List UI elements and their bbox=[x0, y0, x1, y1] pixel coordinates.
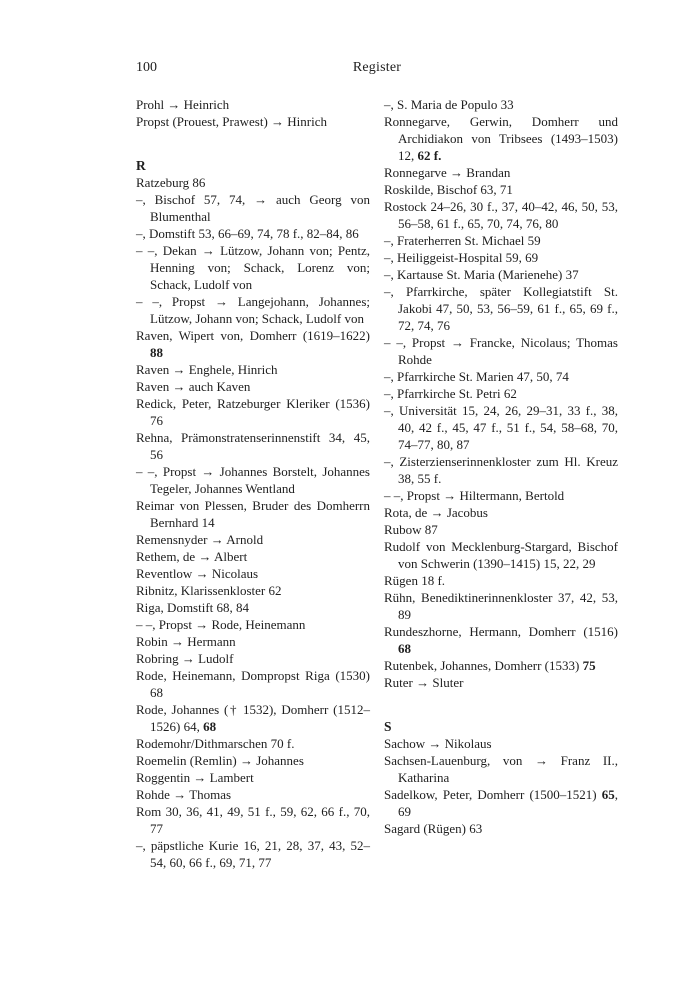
index-entry bbox=[136, 616, 370, 633]
entry-text: –, Bischof 57, 74, → auch Georg von Blumenthal bbox=[136, 192, 370, 224]
index-column-left bbox=[136, 96, 370, 871]
entry-text: Sachsen-Lauenburg, von → Franz II., Katharina bbox=[384, 753, 618, 785]
index-entry bbox=[136, 667, 370, 701]
entry-text: Remensnyder → Arnold bbox=[136, 532, 264, 547]
entry-text: –, Pfarrkirche, später Kollegiatstift St. Jakobi 47, 50, 53, 56–59, 61 f., 65, 69 f., 72, 74, 76 bbox=[384, 284, 618, 333]
entry-text: –, Kartause St. Maria (Marienehe) 37 bbox=[384, 267, 579, 282]
entry-text: –, Domstift 53, 66–69, 74, 78 f., 82–84, 86 bbox=[136, 226, 359, 241]
index-entry bbox=[136, 837, 370, 871]
index-entry bbox=[384, 249, 618, 266]
entry-text: Redick, Peter, Ratzeburger Kleriker (1536) 76 bbox=[136, 396, 370, 428]
index-entry bbox=[136, 361, 370, 378]
index-entry bbox=[136, 633, 370, 650]
entry-text: Riga, Domstift 68, 84 bbox=[136, 600, 250, 615]
index-entry bbox=[136, 174, 370, 191]
page-header bbox=[136, 60, 618, 80]
index-entry bbox=[384, 198, 618, 232]
index-entry bbox=[136, 395, 370, 429]
index-entry bbox=[384, 623, 618, 657]
index-entry bbox=[136, 242, 370, 293]
index-entry bbox=[136, 113, 370, 130]
entry-bold-page: 62 f. bbox=[417, 148, 442, 163]
entry-text: Rohde → Thomas bbox=[136, 787, 232, 802]
index-entry bbox=[136, 96, 370, 113]
entry-text: Roskilde, Bischof 63, 71 bbox=[384, 182, 513, 197]
index-entry bbox=[136, 803, 370, 837]
index-entry bbox=[136, 225, 370, 242]
entry-text: S bbox=[384, 719, 392, 734]
index-entry bbox=[136, 378, 370, 395]
index-entry bbox=[384, 181, 618, 198]
index-entry bbox=[136, 650, 370, 667]
entry-text: Ribnitz, Klarissenkloster 62 bbox=[136, 583, 282, 598]
entry-text: –, Fraterherren St. Michael 59 bbox=[384, 233, 541, 248]
index-entry bbox=[384, 735, 618, 752]
entry-text: Sagard (Rügen) 63 bbox=[384, 821, 483, 836]
index-entry bbox=[136, 548, 370, 565]
entry-text: –, päpstliche Kurie 16, 21, 28, 37, 43, 52–54, 60, 66 f., 69, 71, 77 bbox=[136, 838, 370, 870]
entry-text: Rudolf von Mecklenburg-Stargard, Bischof von Schwerin (1390–1415) 15, 22, 29 bbox=[384, 539, 618, 571]
entry-bold-page: 88 bbox=[150, 345, 163, 360]
entry-bold-page: 65 bbox=[601, 787, 615, 802]
entry-text: Roggentin → Lambert bbox=[136, 770, 254, 785]
index-entry bbox=[384, 820, 618, 837]
entry-text: Ratzeburg 86 bbox=[136, 175, 206, 190]
page-number: 100 bbox=[136, 60, 157, 75]
entry-text: Rundeszhorne, Hermann, Domherr (1516) bbox=[384, 624, 618, 639]
index-entry bbox=[136, 293, 370, 327]
index-entry bbox=[384, 334, 618, 368]
entry-text: – –, Propst → Francke, Nicolaus; Thomas Rohde bbox=[384, 335, 618, 367]
entry-text: Sadelkow, Peter, Domherr (1500–1521) bbox=[384, 787, 602, 802]
entry-text: Reimar von Plessen, Bruder des Domherrn Bernhard 14 bbox=[136, 498, 370, 530]
index-entry bbox=[384, 402, 618, 453]
entry-text: Robring → Ludolf bbox=[136, 651, 234, 666]
index-entry bbox=[136, 752, 370, 769]
index-entry bbox=[384, 504, 618, 521]
index-entry bbox=[136, 191, 370, 225]
entry-text: Rota, de → Jacobus bbox=[384, 505, 488, 520]
index-entry bbox=[384, 283, 618, 334]
index-entry bbox=[384, 521, 618, 538]
index-entry bbox=[136, 463, 370, 497]
index-entry bbox=[136, 701, 370, 735]
index-entry bbox=[136, 735, 370, 752]
index-entry bbox=[384, 752, 618, 786]
entry-text: – –, Dekan → Lützow, Johann von; Pentz, Henning von; Schack, Lorenz von; Schack, Ludolf von bbox=[136, 243, 370, 292]
index-entry bbox=[384, 786, 618, 820]
section-letter bbox=[136, 157, 370, 174]
index-entry bbox=[384, 453, 618, 487]
entry-text: –, Pfarrkirche St. Marien 47, 50, 74 bbox=[384, 369, 569, 384]
entry-text: Rubow 87 bbox=[384, 522, 438, 537]
entry-bold-page: 75 bbox=[582, 658, 596, 673]
entry-text: R bbox=[136, 158, 146, 173]
entry-text: Roemelin (Remlin) → Johannes bbox=[136, 753, 304, 768]
index-entry bbox=[384, 487, 618, 504]
index-entry bbox=[136, 565, 370, 582]
entry-text: Rom 30, 36, 41, 49, 51 f., 59, 62, 66 f., 70, 77 bbox=[136, 804, 370, 836]
entry-text: – –, Propst → Johannes Borstelt, Johannes Tegeler, Johannes Wentland bbox=[136, 464, 370, 496]
index-entry bbox=[384, 96, 618, 113]
section-letter bbox=[384, 718, 618, 735]
index-entry bbox=[136, 769, 370, 786]
entry-text: Rodemohr/Dithmarschen 70 f. bbox=[136, 736, 295, 751]
entry-text: Propst (Prouest, Prawest) → Hinrich bbox=[136, 114, 328, 129]
index-entry bbox=[136, 582, 370, 599]
entry-text: Rode, Johannes († 1532), Domherr (1512–1526) 64, bbox=[136, 702, 370, 734]
index-entry bbox=[384, 232, 618, 249]
entry-text: Rügen 18 f. bbox=[384, 573, 446, 588]
index-entry bbox=[384, 538, 618, 572]
index-entry bbox=[384, 164, 618, 181]
index-entry bbox=[384, 368, 618, 385]
entry-text: Reventlow → Nicolaus bbox=[136, 566, 259, 581]
index-entry bbox=[136, 786, 370, 803]
entry-bold-page: 68 bbox=[398, 641, 411, 656]
index-entry bbox=[384, 674, 618, 691]
index-column-right bbox=[384, 96, 618, 837]
entry-text: Rutenbek, Johannes, Domherr (1533) bbox=[384, 658, 583, 673]
entry-text: Raven → auch Kaven bbox=[136, 379, 251, 394]
entry-text: –, Pfarrkirche St. Petri 62 bbox=[384, 386, 517, 401]
entry-text: Rode, Heinemann, Dompropst Riga (1530) 68 bbox=[136, 668, 370, 700]
index-entry bbox=[136, 327, 370, 361]
index-entry bbox=[136, 429, 370, 463]
entry-text: –, Universität 15, 24, 26, 29–31, 33 f., 38, 40, 42 f., 45, 47 f., 51 f., 54, 58–68, 70, 74–77, 80, 87 bbox=[384, 403, 618, 452]
entry-text: Sachow → Nikolaus bbox=[384, 736, 492, 751]
entry-text: Ronnegarve → Brandan bbox=[384, 165, 511, 180]
index-entry bbox=[136, 599, 370, 616]
entry-text: Rühn, Benediktinerinnenkloster 37, 42, 53, 89 bbox=[384, 590, 618, 622]
index-entry bbox=[384, 657, 618, 674]
index-entry bbox=[384, 589, 618, 623]
index-entry bbox=[384, 266, 618, 283]
index-entry bbox=[136, 497, 370, 531]
entry-text: Raven → Enghele, Hinrich bbox=[136, 362, 278, 377]
index-entry bbox=[384, 385, 618, 402]
entry-text: –, S. Maria de Populo 33 bbox=[384, 97, 514, 112]
entry-text: Rethem, de → Albert bbox=[136, 549, 248, 564]
index-entry bbox=[136, 531, 370, 548]
entry-text: –, Zisterzienserinnenkloster zum Hl. Kreuz 38, 55 f. bbox=[384, 454, 618, 486]
entry-text-after: , 69 bbox=[398, 787, 618, 819]
entry-text: – –, Propst → Hiltermann, Bertold bbox=[384, 488, 565, 503]
running-title: Register bbox=[352, 60, 402, 75]
index-entry bbox=[384, 113, 618, 164]
entry-text: – –, Propst → Rode, Heinemann bbox=[136, 617, 306, 632]
entry-text: – –, Propst → Langejohann, Johannes; Lützow, Johann von; Schack, Ludolf von bbox=[136, 294, 370, 326]
entry-text: –, Heiliggeist-Hospital 59, 69 bbox=[384, 250, 539, 265]
entry-text: Rehna, Prämonstratenserinnenstift 34, 45, 56 bbox=[136, 430, 370, 462]
entry-text: Ronnegarve, Gerwin, Domherr und Archidiakon von Tribsees (1493–1503) 12, bbox=[384, 114, 618, 163]
entry-text: Rostock 24–26, 30 f., 37, 40–42, 46, 50, 53, 56–58, 61 f., 65, 70, 74, 76, 80 bbox=[384, 199, 618, 231]
entry-text: Ruter → Sluter bbox=[384, 675, 464, 690]
index-entry bbox=[384, 572, 618, 589]
entry-bold-page: 68 bbox=[203, 719, 217, 734]
entry-text: Prohl → Heinrich bbox=[136, 97, 230, 112]
entry-text: Raven, Wipert von, Domherr (1619–1622) bbox=[136, 328, 370, 343]
entry-text: Robin → Hermann bbox=[136, 634, 236, 649]
